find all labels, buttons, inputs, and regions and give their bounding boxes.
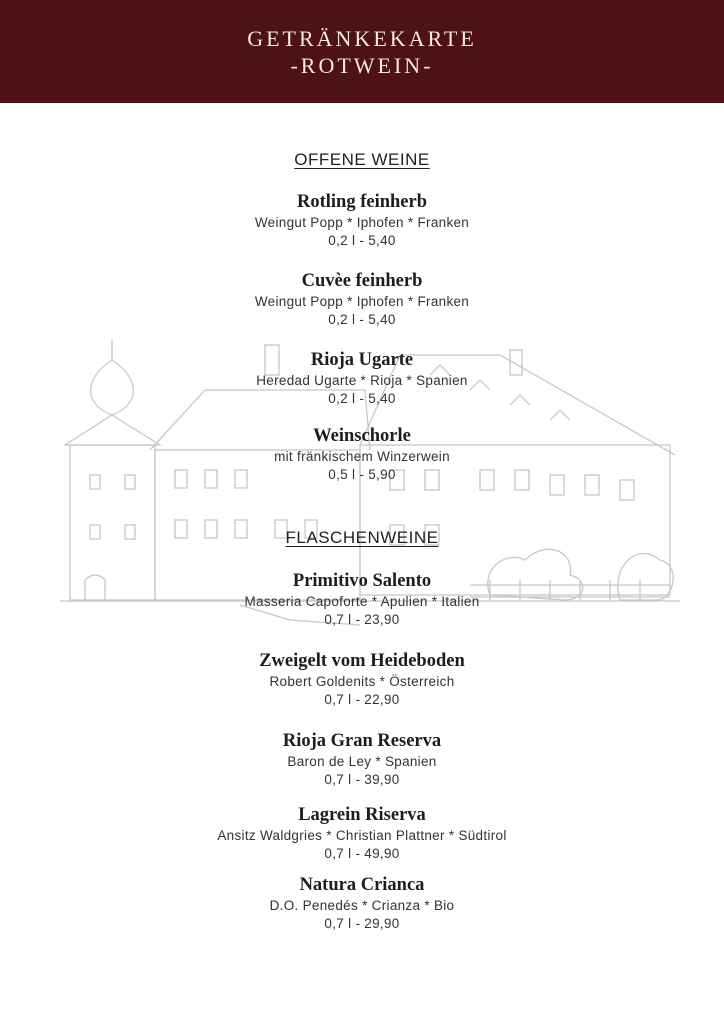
wine-item — [0, 803, 724, 863]
section-title-flaschenweine: FLASCHENWEINE — [285, 528, 439, 547]
wine-description: Weingut Popp * Iphofen * Franken — [254, 294, 470, 309]
wine-item — [0, 424, 724, 484]
wine-price: 0,2 l - 5,40 — [328, 391, 396, 406]
wine-price: 0,2 l - 5,40 — [328, 312, 396, 327]
wine-item — [0, 269, 724, 329]
wine-name: Zweigelt vom Heideboden — [259, 651, 465, 671]
section-title-offene-weine: OFFENE WEINE — [294, 150, 430, 169]
wine-item — [0, 348, 724, 408]
wine-price: 0,7 l - 39,90 — [324, 772, 400, 787]
menu-header — [0, 0, 724, 103]
wine-description: Robert Goldenits * Österreich — [269, 674, 455, 689]
wine-description: mit fränkischem Winzerwein — [274, 449, 450, 464]
wine-name: Rioja Gran Reserva — [282, 731, 442, 751]
wine-description: Baron de Ley * Spanien — [287, 754, 437, 769]
wine-description: D.O. Penedés * Crianza * Bio — [269, 898, 455, 913]
wine-description: Ansitz Waldgries * Christian Plattner * Südtirol — [217, 828, 507, 843]
wine-name: Weinschorle — [313, 426, 411, 446]
wine-name: Lagrein Riserva — [298, 805, 426, 825]
wine-price: 0,7 l - 29,90 — [324, 916, 400, 931]
wine-item — [0, 729, 724, 789]
wine-price: 0,2 l - 5,40 — [328, 233, 396, 248]
menu-title: GETRÄNKEKARTE — [247, 25, 477, 51]
wine-item — [0, 190, 724, 250]
wine-name: Primitivo Salento — [292, 571, 432, 591]
wine-price: 0,7 l - 23,90 — [324, 612, 400, 627]
wine-description: Heredad Ugarte * Rioja * Spanien — [256, 373, 468, 388]
wine-price: 0,5 l - 5,90 — [328, 467, 396, 482]
wine-name: Natura Crianca — [299, 875, 425, 895]
wine-item — [0, 649, 724, 709]
menu-subtitle: -ROTWEIN- — [290, 52, 434, 78]
wine-name: Cuvèe feinherb — [301, 271, 423, 291]
wine-name: Rioja Ugarte — [310, 350, 414, 370]
wine-price: 0,7 l - 22,90 — [324, 692, 400, 707]
wine-name: Rotling feinherb — [296, 192, 427, 212]
wine-item — [0, 873, 724, 933]
wine-description: Weingut Popp * Iphofen * Franken — [254, 215, 470, 230]
wine-item — [0, 569, 724, 629]
wine-description: Masseria Capoforte * Apulien * Italien — [244, 594, 480, 609]
wine-price: 0,7 l - 49,90 — [324, 846, 400, 861]
